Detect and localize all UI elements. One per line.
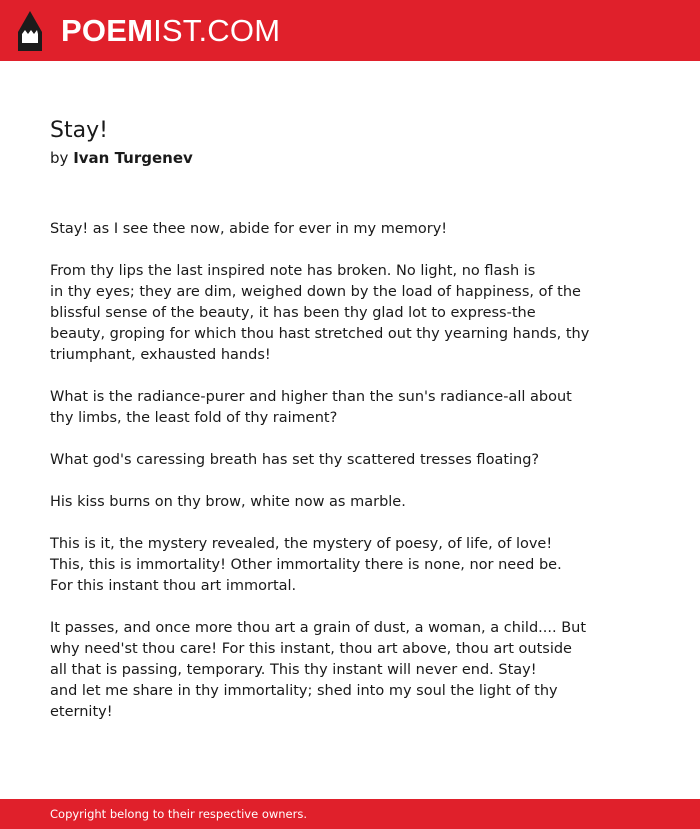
poem-line: This, this is immortality! Other immortality there is none, nor need be. — [50, 557, 562, 573]
poem-line: What god's caressing breath has set thy scattered tresses floating? — [50, 452, 540, 468]
poem-line: What is the radiance-purer and higher than the sun's radiance-all about — [50, 389, 572, 405]
poem-stanza — [50, 387, 650, 429]
poem-stanza — [50, 492, 650, 513]
poem-line: From thy lips the last inspired note has broken. No light, no flash is — [50, 263, 536, 279]
poem-line: This is it, the mystery revealed, the mystery of poesy, of life, of love! — [50, 536, 553, 552]
poem-stanza — [50, 450, 650, 471]
poem-line: His kiss burns on thy brow, white now as marble. — [50, 494, 406, 510]
poem-line: eternity! — [50, 704, 113, 720]
poem-stanza — [50, 534, 650, 597]
byline-by-label: by — [50, 149, 69, 167]
poem-stanza — [50, 618, 650, 723]
site-footer — [0, 799, 700, 829]
pencil-icon — [18, 11, 42, 51]
poem-title: Stay! — [50, 118, 108, 143]
author-link[interactable]: Ivan Turgenev — [73, 149, 193, 167]
poem-line: and let me share in thy immortality; shed into my soul the light of thy — [50, 683, 558, 699]
poem-line: It passes, and once more thou art a grain of dust, a woman, a child.... But — [50, 620, 587, 636]
poem-article — [50, 116, 650, 744]
site-header — [0, 0, 700, 61]
poem-byline — [50, 147, 650, 169]
poem-line: in thy eyes; they are dim, weighed down by the load of happiness, of the — [50, 284, 581, 300]
poem-line: For this instant thou art immortal. — [50, 578, 297, 594]
site-logo-link[interactable] — [18, 11, 280, 51]
poem-line: why need'st thou care! For this instant, thou art above, thou art outside — [50, 641, 572, 657]
poem-line: triumphant, exhausted hands! — [50, 347, 271, 363]
poem-line: all that is passing, temporary. This thy instant will never end. Stay! — [50, 662, 537, 678]
poem-line: beauty, groping for which thou hast stretched out thy yearning hands, thy — [50, 326, 590, 342]
logo-bold-text: POEM — [61, 13, 154, 48]
poem-line: blissful sense of the beauty, it has been thy glad lot to express-the — [50, 305, 536, 321]
poem-line: thy limbs, the least fold of thy raiment? — [50, 410, 338, 426]
poem-stanza — [50, 261, 650, 366]
poem-stanza — [50, 219, 650, 240]
logo-light-text: IST.COM — [153, 13, 281, 48]
poem-line: Stay! as I see thee now, abide for ever in my memory! — [50, 221, 448, 237]
poem-body — [50, 219, 650, 723]
site-logo-wordmark — [61, 15, 280, 46]
copyright-text: Copyright belong to their respective owners. — [50, 807, 308, 821]
